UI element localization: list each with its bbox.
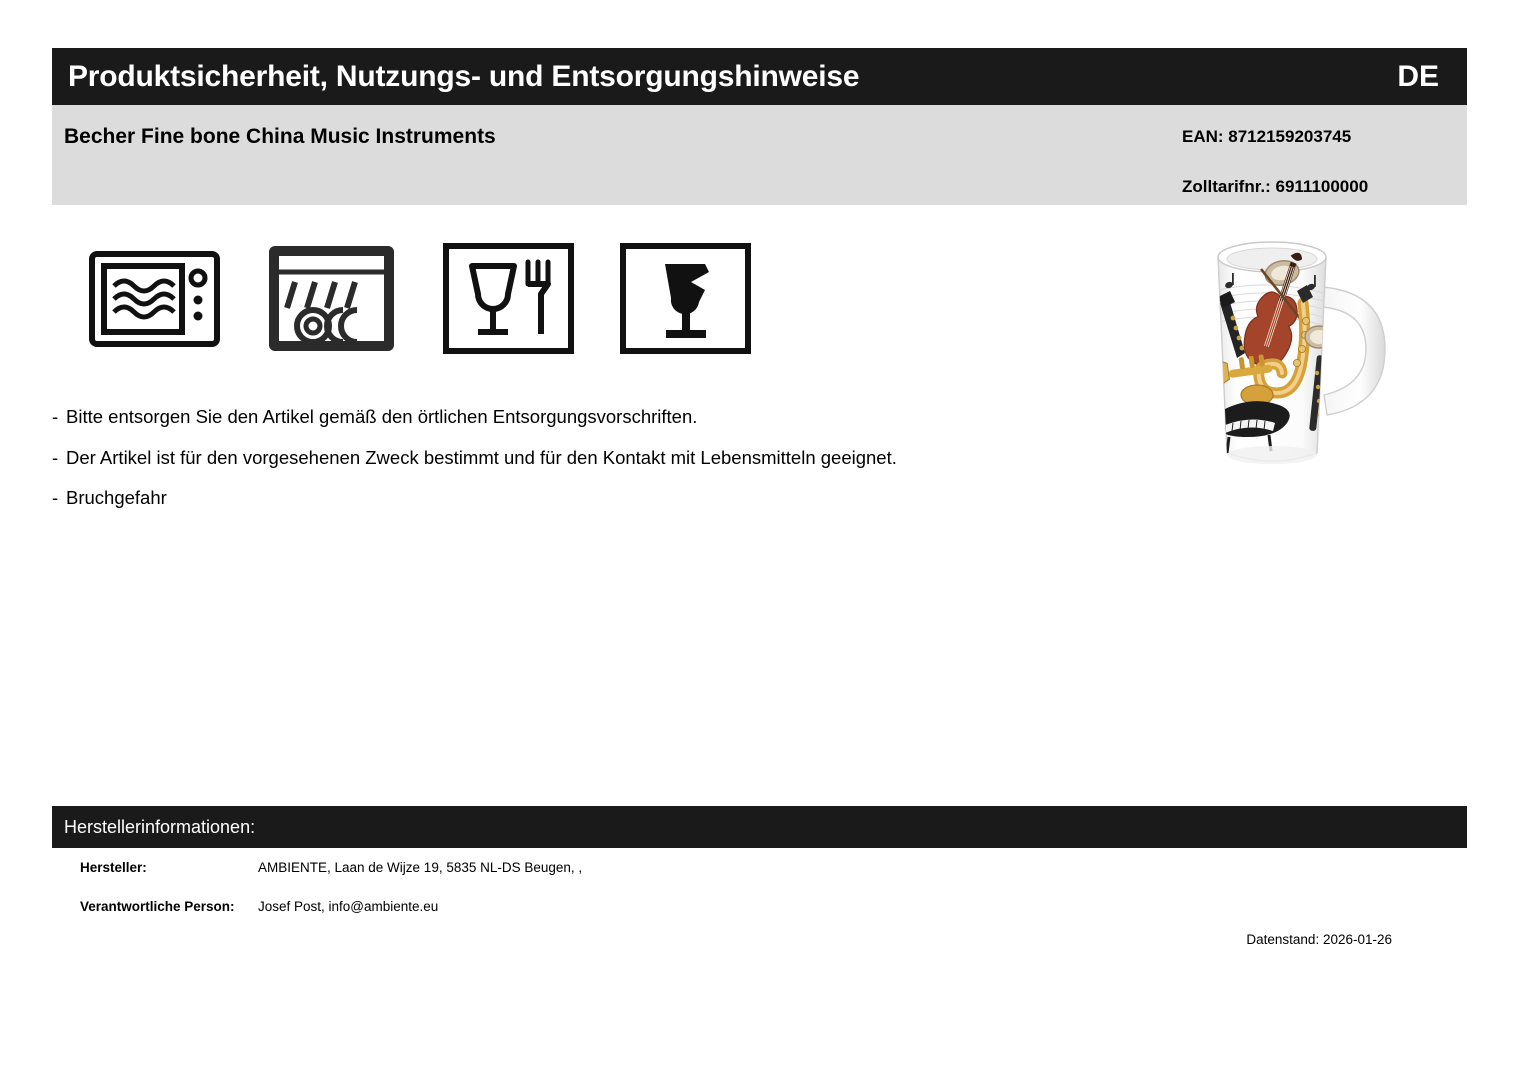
datenstand-text: Datenstand: 2026-01-26	[1246, 932, 1392, 947]
bullet-dash: -	[52, 446, 59, 468]
table-row	[80, 860, 1470, 875]
product-image	[1185, 225, 1460, 495]
food-safe-glass-fork-icon	[442, 232, 575, 365]
fragile-broken-glass-icon	[619, 232, 752, 365]
list-item	[52, 446, 1152, 468]
list-item	[52, 489, 1152, 508]
product-ean: EAN: 8712159203745	[1182, 127, 1352, 146]
list-item	[52, 408, 1152, 427]
manufacturer-label: Hersteller:	[80, 860, 147, 875]
manufacturer-section-title: Herstellerinformationen:	[64, 816, 256, 837]
dishwasher-safe-icon	[265, 232, 398, 365]
manufacturer-section-header	[52, 806, 1467, 848]
microwave-safe-icon	[88, 232, 221, 365]
document-header	[52, 48, 1467, 105]
product-info-bar	[52, 105, 1467, 205]
table-row	[80, 899, 1470, 914]
bullet-dash: -	[52, 487, 59, 508]
manufacturer-value: AMBIENTE, Laan de Wijze 19, 5835 NL-DS Beugen, ,	[258, 860, 583, 875]
note-text: Bruchgefahr	[66, 487, 167, 508]
responsible-person-value: Josef Post, info@ambiente.eu	[258, 899, 439, 914]
manufacturer-details	[80, 860, 1470, 938]
language-badge: DE	[1397, 59, 1439, 93]
pictogram-row	[88, 232, 752, 365]
product-tariff-number: Zolltarifnr.: 6911100000	[1182, 177, 1369, 196]
responsible-person-label: Verantwortliche Person:	[80, 899, 235, 914]
page-title: Produktsicherheit, Nutzungs- und Entsorgungshinweise	[68, 59, 860, 93]
notes-list	[52, 408, 1152, 530]
note-text: Der Artikel ist für den vorgesehenen Zweck bestimmt und für den Kontakt mit Lebensmitteln geeignet.	[66, 446, 897, 468]
bullet-dash: -	[52, 406, 59, 427]
product-name: Becher Fine bone China Music Instruments	[64, 125, 496, 148]
note-text: Bitte entsorgen Sie den Artikel gemäß den örtlichen Entsorgungsvorschriften.	[66, 406, 698, 427]
